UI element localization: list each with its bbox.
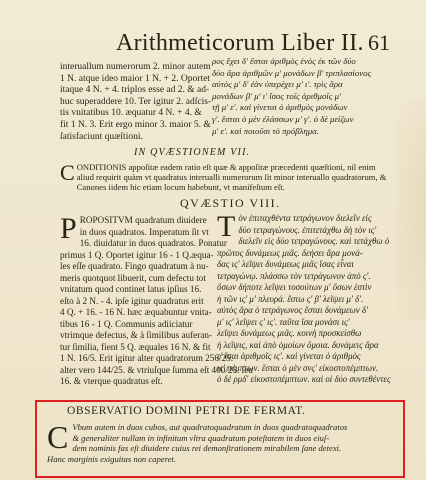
text-line: ρος ἔχει δ' ἔσται ἀριθμὸς ἑνὸς ἐκ τῶν δύο <box>212 56 356 66</box>
in-quaestionem-heading: IN QVÆSTIONEM VII. <box>134 147 251 158</box>
text-line: les eſſe quadrato. Fingo quadratum à nu- <box>60 261 209 271</box>
text-line: μ' ε'. καὶ ποιοῦσι τὸ πρόβλημα. <box>212 125 319 136</box>
in-quaestionem-body <box>60 162 400 193</box>
text-line: δύο ἄρα ἀριθμῶν μ' μονάδων β' τριπλασίονος <box>212 67 372 78</box>
text-line: πρῶτος δυνάμεως μιᾶς. δεήσει ἄρα μονά- <box>217 247 363 258</box>
text-line: 1 N. 16/5. Erit igitur alter quadratorum 256/25. <box>60 353 233 363</box>
text-line: ὅσων δήποτε λεῖψει τοσούτων μ' ὅσων ἐστὶν <box>217 282 372 292</box>
top-latin-column <box>60 62 212 143</box>
top-greek-column <box>212 56 394 137</box>
text-line: τετραγώνῳ. πλάσσω τὸν τετράγωνον ἀπὸ ς'. <box>217 270 371 281</box>
text-line: δας ις' λεῖψει δυνάμεως μιᾶς ἴσας εἶναι <box>217 259 354 269</box>
quaestio-latin-column <box>60 212 253 388</box>
text-line: ſatisfaciunt quæſtioni. <box>60 131 143 142</box>
text-line: μ' ις' λεῖψει ς' ις'. ταῦτα ἴσα μονάσι ις' <box>217 316 350 327</box>
text-line: & generaliter nullam in infinitum vltra quadratum poteſtatem in duos eiuſ- <box>72 432 330 443</box>
text-line: 4 Q. + 16. - 16 N. hæc æquabuntur vnita- <box>60 307 212 317</box>
text-line: fit 1 N. 3. Erit ergo minor 3. maior 5. & <box>60 119 211 130</box>
text-line: eſto à 2 N. - 4. ipſe igitur quadratus erit <box>60 295 204 306</box>
text-line: dem nominis fas eſt diuidere cuius rei demonſtrationem mirabilem ſane detexi. <box>72 443 342 454</box>
text-line: αὐτὸς μ' δ' ἐὰν ὑπερέχει μ' ι'. τρὶς ἄρα <box>212 79 343 90</box>
text-line: αὐτὸς ἄρα ὁ τετράγωνος ἔσται δυνάμεων δ' <box>217 305 368 315</box>
text-line: μονάδων β' μ' ι' ἴσος τοῖς ἀριθμοῖς μ' <box>212 90 341 101</box>
observation-title: OBSERVATIO DOMINI PETRI DE FERMAT. <box>67 405 306 417</box>
quaestio-heading: QVÆSTIO VIII. <box>180 196 281 210</box>
page-number: 61 <box>368 30 390 55</box>
text-line: tibus 16 - 1 Q. Communis adiiciatur <box>60 318 193 329</box>
text-line: ἡ λεῖψις, καὶ ἀπὸ ὁμοίων ὅμοια. δυνάμεις ἄρα <box>217 339 379 350</box>
text-line: δύο τετραγώνους. ἐπιτετάχθω δὴ τὸν ις' <box>238 224 377 235</box>
text-line: ὸν ἐπιταχθέντα τετράγωνον διελεῖν εἰς <box>238 213 372 223</box>
drop-cap: C <box>47 419 69 455</box>
text-line: aliud requirit quàm vt quadratus interualli numerorum ſit minor interuallo quadratorum, & <box>76 172 387 183</box>
text-line: itaque 4 N. + 4. triplos esse ad 2. & ad- <box>60 85 210 96</box>
page-edge-shading <box>396 100 426 320</box>
text-line: Vbum autem in duos cubos, aut quadratoquadratum in duos quadratoquadratos <box>72 422 348 432</box>
text-line: tur ſimilia, fient 5 Q. æquales 16 N. & fit <box>60 341 211 352</box>
text-line: in duos quadratos. Imperatum ſit vt <box>79 226 209 237</box>
text-line: 1 N. atque ideo maior 1 N. + 2. Oportet <box>60 73 210 84</box>
text-line: ROPOSITVM quadratum diuidere <box>79 215 207 225</box>
text-line: ἡ τῶν ις' μ' πλευρά. ἔστω ς' β' λεῖψει μ' δ'. <box>217 293 364 304</box>
text-line: διελεῖν εἰς δύο τετραγώνους. καὶ τετάχθω ὁ <box>238 236 390 246</box>
text-line: ὁ δὲ ρμδ' εἰκοστοπέμπτων. καὶ οἱ δύο συντεθέντες <box>217 374 391 384</box>
drop-cap: T <box>217 210 236 243</box>
drop-cap: C <box>60 160 75 185</box>
text-line: γ'. ἔσται ὁ μὲν ἐλάσσων μ' γ'. ὁ δὲ μείζων <box>212 113 354 124</box>
text-line: τῇ μ' ε'. καὶ γίνεται ὁ ἀριθμὸς μονάδων <box>212 102 348 113</box>
observation-body <box>47 419 399 464</box>
text-line: tis vnitatibus 10. æquatur 4 N. + 4. & <box>60 108 202 119</box>
text-line: λεῖψει δυνάμεως μιᾶς. κοινὴ προσκείσθω <box>217 328 362 338</box>
text-line: Hanc marginis exiguitas non caperet. <box>47 453 176 464</box>
text-line: meris quotquot libuerit, cum defectu tot <box>60 272 206 283</box>
text-line: interuallum numerorum 2. minor autem <box>60 62 211 72</box>
page-header <box>60 30 390 58</box>
text-line: primus 1 Q. Oportet igitur 16 - 1 Q.æqua- <box>60 249 214 260</box>
text-line: Canones iidem hic etiam locum habebunt, vt manifeſtum eſt. <box>76 182 285 193</box>
drop-cap: P <box>60 212 77 245</box>
text-line: vnitatum quod continet latus ipſius 16. <box>60 284 202 294</box>
text-line: ε' ἴσαι ἀριθμοῖς ις'. καὶ γίνεται ὁ ἀριθμὸς <box>217 351 361 361</box>
text-line: vtrimque defectus, & à ſimilibus auferan- <box>60 330 213 340</box>
running-title: Arithmeticorum Liber II. <box>116 30 364 56</box>
text-line: 16. diuidatur in duos quadratos. Ponatur <box>79 238 227 248</box>
fermat-observation-box <box>35 400 405 478</box>
text-line: ONDITIONIS appoſitæ eadem ratio eſt quæ & appoſitæ præcedenti quæſtioni, nil enim <box>76 162 376 172</box>
text-line: alter vero 144/25. & vtriuſque ſumma eſt 400/25. ſeu <box>60 364 253 375</box>
text-line: huc superaddere 10. Ter igitur 2. adſcis- <box>60 96 212 107</box>
text-line: ις' πέμπτων. ἔσται ὁ μὲν σνς' εἰκοστοπέμπτων. <box>217 362 379 373</box>
text-line: 16. & vterque quadratus eſt. <box>60 376 163 386</box>
quaestio-greek-column <box>217 210 395 386</box>
